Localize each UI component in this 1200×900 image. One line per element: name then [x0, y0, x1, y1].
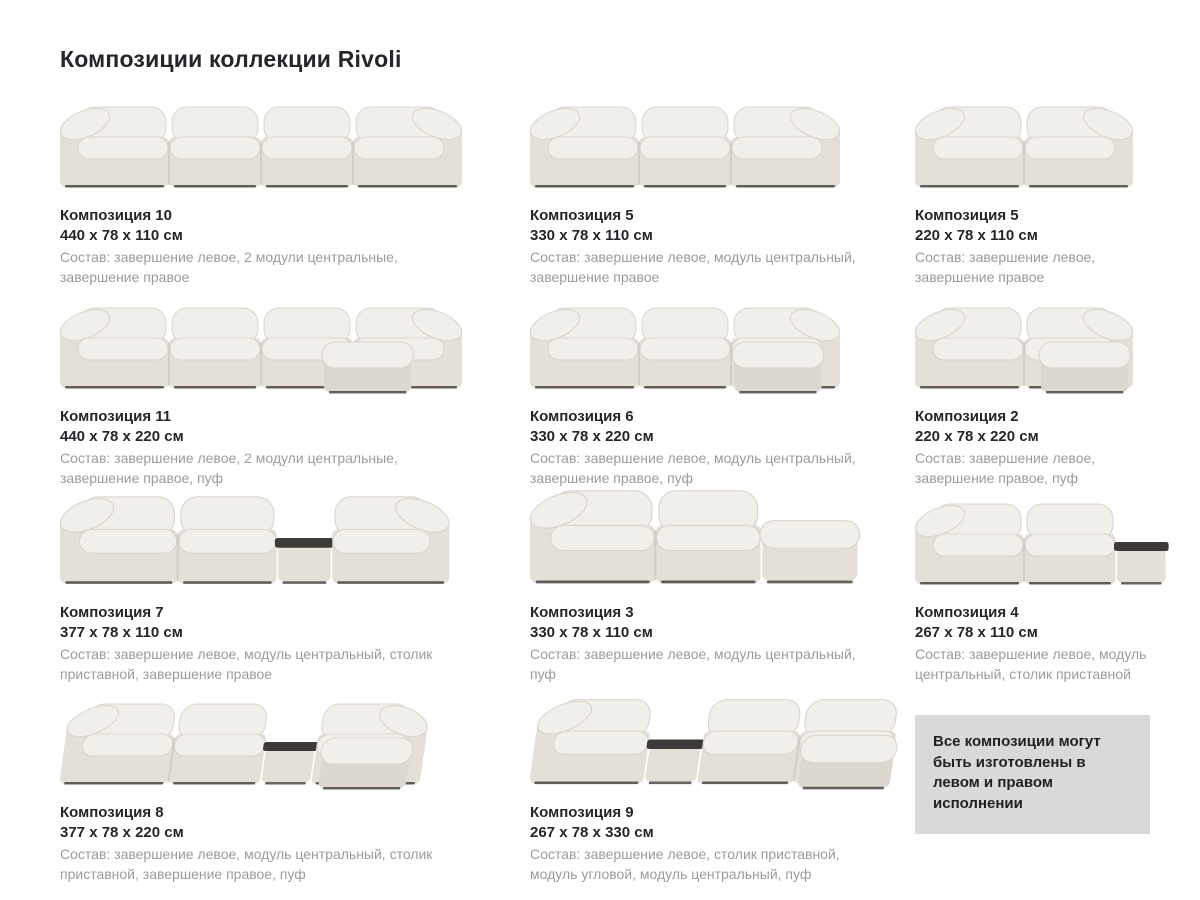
composition-card	[60, 678, 530, 885]
sofa-illustration	[60, 692, 421, 792]
sofa-image	[60, 678, 490, 792]
composition-title: Композиция 8	[60, 804, 164, 821]
note-box: Все композиции могут быть изготовлены в левом и правом исполнении	[915, 715, 1150, 834]
composition-dimensions: 377 x 78 x 220 см	[60, 823, 184, 841]
composition-card	[530, 678, 915, 885]
composition-title: Композиция 11	[60, 408, 172, 425]
composition-description: Состав: завершение левое, модуль центральный, завершение правое, пуф	[530, 450, 856, 486]
composition-card	[915, 492, 1200, 682]
sofa-illustration	[915, 492, 1167, 592]
composition-dimensions: 330 x 78 x 220 см	[530, 427, 654, 445]
sofa-image	[60, 296, 490, 396]
composition-title: Композиция 10	[60, 207, 172, 224]
composition-dimensions: 440 x 78 x 220 см	[60, 427, 184, 445]
sofa-image	[530, 296, 875, 396]
composition-card	[60, 95, 530, 296]
composition-title: Композиция 2	[915, 408, 1019, 425]
composition-title: Композиция 3	[530, 604, 634, 621]
composition-dimensions: 377 x 78 x 110 см	[60, 623, 183, 641]
composition-card	[530, 95, 915, 296]
composition-title: Композиция 5	[915, 207, 1019, 224]
sofa-image	[60, 492, 490, 592]
composition-title: Композиция 7	[60, 604, 164, 621]
composition-description: Состав: завершение левое, столик приставной, модуль угловой, модуль центральный, пуф	[530, 846, 840, 882]
composition-description: Состав: завершение левое, завершение правое	[915, 249, 1096, 285]
sofa-image	[530, 492, 875, 592]
composition-dimensions: 220 x 78 x 220 см	[915, 427, 1039, 445]
composition-description: Состав: завершение левое, модуль центральный, завершение правое	[530, 249, 856, 285]
composition-dimensions: 330 x 78 x 110 см	[530, 226, 653, 244]
composition-description: Состав: завершение левое, 2 модули центральные, завершение правое, пуф	[60, 450, 398, 486]
composition-dimensions: 330 x 78 x 110 см	[530, 623, 653, 641]
composition-description: Состав: завершение левое, модуль центральный, столик приставной, завершение правое	[60, 646, 433, 682]
sofa-image	[530, 678, 875, 792]
composition-card	[915, 95, 1200, 296]
composition-card	[530, 296, 915, 492]
sofa-illustration	[530, 95, 840, 195]
composition-title: Композиция 5	[530, 207, 634, 224]
composition-card	[60, 492, 530, 682]
composition-title: Композиция 9	[530, 804, 634, 821]
compositions-grid	[60, 95, 1200, 885]
sofa-image	[915, 296, 1172, 396]
composition-card	[530, 492, 915, 682]
composition-description: Состав: завершение левое, завершение правое, пуф	[915, 450, 1096, 486]
composition-dimensions: 440 x 78 x 110 см	[60, 226, 183, 244]
sofa-illustration	[60, 296, 462, 396]
note-cell	[915, 678, 1200, 885]
page-title: Композиции коллекции Rivoli	[60, 46, 402, 72]
composition-dimensions: 267 x 78 x 330 см	[530, 823, 654, 841]
sofa-illustration	[530, 296, 840, 396]
sofa-image	[60, 95, 490, 195]
sofa-image	[915, 95, 1172, 195]
sofa-illustration	[915, 95, 1133, 195]
sofa-image	[915, 492, 1172, 592]
sofa-illustration	[530, 477, 858, 592]
composition-title: Композиция 6	[530, 408, 634, 425]
composition-description: Состав: завершение левое, модуль центральный, столик приставной	[915, 646, 1147, 682]
sofa-illustration	[915, 296, 1133, 396]
composition-description: Состав: завершение левое, модуль центральный, пуф	[530, 646, 856, 682]
sofa-illustration	[530, 687, 891, 792]
composition-dimensions: 267 x 78 x 110 см	[915, 623, 1038, 641]
composition-description: Состав: завершение левое, модуль центральный, столик приставной, завершение правое, пуф	[60, 846, 433, 882]
sofa-image	[530, 95, 875, 195]
sofa-illustration	[60, 95, 462, 195]
composition-card	[60, 296, 530, 492]
sofa-illustration	[60, 484, 449, 592]
composition-dimensions: 220 x 78 x 110 см	[915, 226, 1038, 244]
composition-title: Композиция 4	[915, 604, 1019, 621]
composition-card	[915, 296, 1200, 492]
composition-description: Состав: завершение левое, 2 модули центральные, завершение правое	[60, 249, 398, 285]
